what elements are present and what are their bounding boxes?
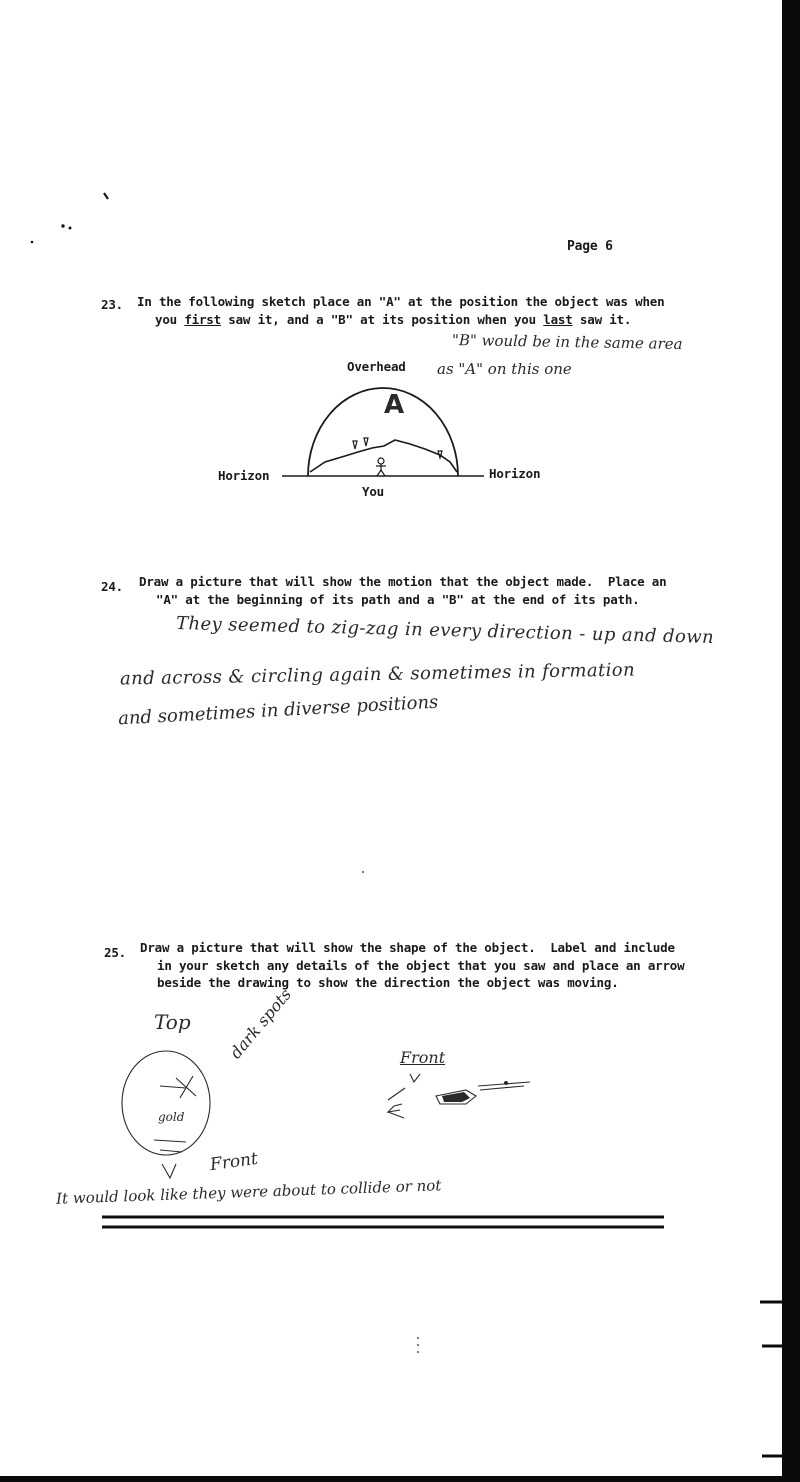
q23-number: 23. — [101, 297, 123, 312]
q23-last-word: last — [543, 312, 573, 327]
horizon-left-label: Horizon — [218, 468, 270, 483]
you-label: You — [362, 484, 384, 499]
q23-line2-pre: you — [155, 312, 185, 327]
q23-line2-mid: saw it, and a "B" at its position when you — [220, 312, 544, 327]
q25-line3: beside the drawing to show the direction the object was moving. — [157, 975, 619, 990]
q24-handwritten-line2: and across & circling again & sometimes in formation — [119, 659, 636, 690]
mark-a: A — [384, 390, 405, 420]
q24-number: 24. — [101, 579, 123, 594]
q25-line2: in your sketch any details of the object that you saw and place an arrow — [157, 958, 685, 973]
q25-hand-bottom-note: It would look like they were about to collide or not — [55, 1176, 442, 1208]
q24-handwritten-line3: and sometimes in diverse positions — [117, 691, 439, 730]
q23-handwritten-note-2: as "A" on this one — [437, 360, 572, 378]
q24-line1: Draw a picture that will show the motion that the object made. Place an — [139, 574, 667, 589]
q25-hand-front-bottom: Front — [208, 1148, 260, 1176]
q23-line2-post: saw it. — [572, 312, 632, 327]
q25-line1: Draw a picture that will show the shape of the object. Label and include — [140, 940, 675, 955]
q25-hand-front-right: Front — [400, 1048, 446, 1067]
q25-hand-inner: gold — [158, 1110, 185, 1124]
q24-line2: "A" at the beginning of its path and a "B" at the end of its path. — [156, 592, 640, 607]
q23-handwritten-note-1: "B" would be in the same area — [451, 330, 683, 354]
overhead-label: Overhead — [347, 359, 406, 374]
horizon-right-label: Horizon — [489, 466, 541, 481]
q25-hand-dark-spots: dark spots — [226, 984, 296, 1063]
q23-first-word: first — [184, 312, 221, 327]
q25-hand-top: Top — [154, 1010, 191, 1034]
q23-line1: In the following sketch place an "A" at the position the object was when — [137, 294, 665, 309]
page-number: Page 6 — [567, 239, 613, 254]
q24-handwritten-line1: They seemed to zig-zag in every direction - up and down — [175, 612, 715, 649]
q25-number: 25. — [104, 945, 126, 960]
